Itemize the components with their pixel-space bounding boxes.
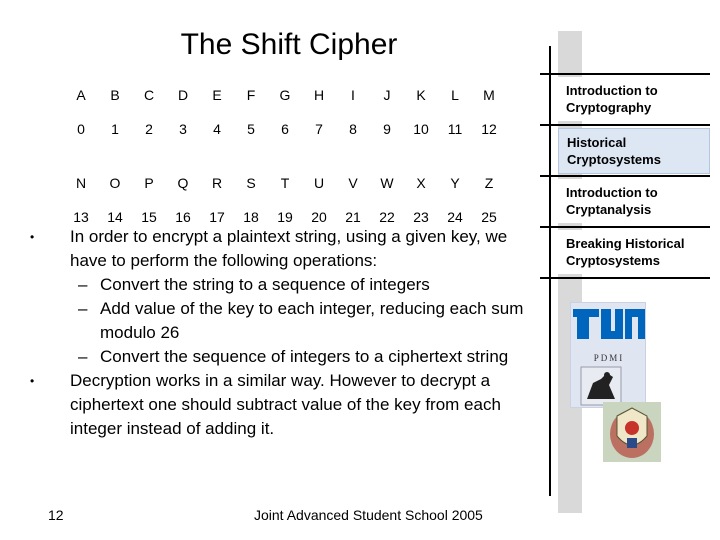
vertical-divider bbox=[549, 46, 551, 496]
table-cell: 13 bbox=[73, 209, 89, 225]
table-cell: B bbox=[110, 87, 120, 103]
table-cell: P bbox=[144, 175, 154, 191]
footer-text: Joint Advanced Student School 2005 bbox=[254, 507, 483, 523]
nav-item-intro-cryptography[interactable]: Introduction to Cryptography bbox=[558, 77, 710, 121]
bullet-icon: • bbox=[30, 374, 35, 388]
table-cell: 1 bbox=[111, 121, 119, 137]
table-cell: Y bbox=[450, 175, 460, 191]
table-cell: 22 bbox=[379, 209, 395, 225]
table-cell: 7 bbox=[315, 121, 323, 137]
table-cell: 24 bbox=[447, 209, 463, 225]
dash-icon: – bbox=[78, 275, 88, 294]
bullet-item bbox=[30, 225, 535, 273]
table-cell: A bbox=[76, 87, 86, 103]
table-cell: 4 bbox=[213, 121, 221, 137]
table-cell: M bbox=[483, 87, 495, 103]
table-cell: L bbox=[451, 87, 459, 103]
table-cell: 12 bbox=[481, 121, 497, 137]
page-title: The Shift Cipher bbox=[180, 28, 398, 61]
dash-icon: – bbox=[78, 299, 88, 318]
table-row bbox=[64, 112, 506, 146]
nav-item-intro-cryptanalysis[interactable]: Introduction to Cryptanalysis bbox=[558, 179, 710, 223]
table-cell: S bbox=[246, 175, 256, 191]
table-cell: C bbox=[143, 87, 155, 103]
table-cell: 20 bbox=[311, 209, 327, 225]
table-cell: 18 bbox=[243, 209, 259, 225]
table-cell: V bbox=[348, 175, 358, 191]
table-cell: D bbox=[177, 87, 189, 103]
table-cell: 16 bbox=[175, 209, 191, 225]
bullet-text: Decryption works in a similar way. However to decrypt a ciphertext one should subtract value of the key from each integer instead of adding it. bbox=[70, 371, 501, 438]
nav-separator bbox=[540, 175, 710, 177]
table-cell: N bbox=[75, 175, 87, 191]
table-cell: O bbox=[109, 175, 121, 191]
table-row bbox=[64, 166, 506, 200]
nav-separator bbox=[540, 226, 710, 228]
sub-bullet-item bbox=[30, 345, 535, 369]
table-cell: 10 bbox=[413, 121, 429, 137]
table-cell: 11 bbox=[447, 121, 463, 137]
table-cell: W bbox=[380, 175, 394, 191]
table-cell: 6 bbox=[281, 121, 289, 137]
coat-of-arms-logo bbox=[603, 402, 661, 462]
bullet-item bbox=[30, 369, 535, 441]
table-cell: I bbox=[351, 87, 355, 103]
alphabet-table bbox=[64, 78, 506, 234]
table-cell: 25 bbox=[481, 209, 497, 225]
table-cell: U bbox=[313, 175, 325, 191]
dash-icon: – bbox=[78, 347, 88, 366]
tum-logo-icon bbox=[571, 303, 647, 409]
table-cell: 3 bbox=[179, 121, 187, 137]
nav-item-historical-cryptosystems[interactable]: Historical Cryptosystems bbox=[558, 128, 710, 174]
table-cell: 9 bbox=[383, 121, 391, 137]
slide-body bbox=[30, 225, 535, 441]
table-cell: X bbox=[416, 175, 426, 191]
table-spacer bbox=[64, 146, 506, 166]
bullet-text: In order to encrypt a plaintext string, using a given key, we have to perform the following operations: bbox=[70, 227, 508, 270]
table-cell: 5 bbox=[247, 121, 255, 137]
nav-separator bbox=[540, 124, 710, 126]
table-row bbox=[64, 78, 506, 112]
logo-sub-text: PDMI bbox=[593, 353, 625, 363]
table-cell: 8 bbox=[349, 121, 357, 137]
table-cell: 14 bbox=[107, 209, 123, 225]
slide-number: 12 bbox=[48, 507, 64, 523]
table-cell: 15 bbox=[141, 209, 157, 225]
table-cell: R bbox=[211, 175, 223, 191]
table-cell: G bbox=[279, 87, 291, 103]
coat-of-arms-icon bbox=[603, 402, 661, 462]
bullet-icon: • bbox=[30, 230, 35, 244]
nav-item-breaking-historical[interactable]: Breaking Historical Cryptosystems bbox=[558, 230, 710, 274]
table-cell: K bbox=[416, 87, 426, 103]
table-cell: Q bbox=[177, 175, 189, 191]
table-cell: F bbox=[246, 87, 256, 103]
table-cell: E bbox=[212, 87, 222, 103]
table-cell: Z bbox=[484, 175, 494, 191]
table-cell: T bbox=[280, 175, 290, 191]
table-cell: H bbox=[313, 87, 325, 103]
table-cell: 0 bbox=[77, 121, 85, 137]
sub-bullet-item bbox=[30, 297, 535, 345]
nav-separator bbox=[540, 277, 710, 279]
sub-bullet-text: Add value of the key to each integer, reducing each sum modulo 26 bbox=[100, 299, 524, 342]
sub-bullet-text: Convert the sequence of integers to a ciphertext string bbox=[100, 347, 509, 366]
table-cell: 19 bbox=[277, 209, 293, 225]
sub-bullet-text: Convert the string to a sequence of integers bbox=[100, 275, 430, 294]
table-cell: 23 bbox=[413, 209, 429, 225]
table-cell: 21 bbox=[345, 209, 361, 225]
nav-separator bbox=[540, 73, 710, 75]
table-cell: 2 bbox=[145, 121, 153, 137]
table-cell: 17 bbox=[209, 209, 225, 225]
table-cell: J bbox=[383, 87, 391, 103]
sub-bullet-item bbox=[30, 273, 535, 297]
tum-pdmi-logo bbox=[570, 302, 646, 408]
